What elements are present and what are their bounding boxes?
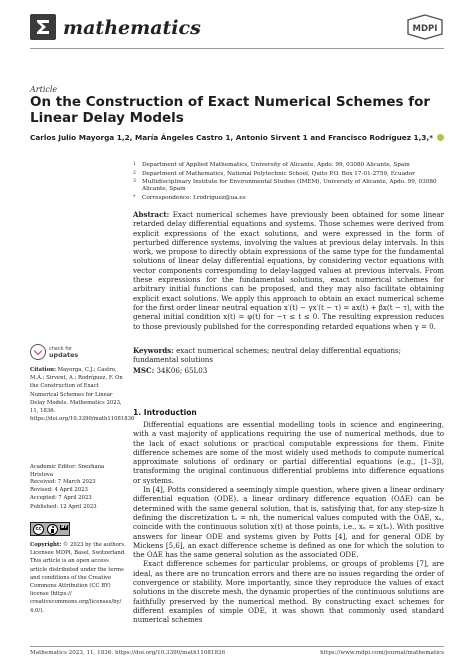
footer-journal-url[interactable]: https://www.mdpi.com/journal/mathematics	[320, 650, 444, 656]
paragraph: In [4], Potts considered a seemingly simple question, where given a linear ordinary differential equation (ODE), a linear ordinary difference equation (OΔE) can be determined with the same general solution, that is, satisfying that, for any step-size h defining the discretization tₙ = nh, the numerical values computed with the OΔE, xₙ, coincide with the continuous solution x(t) at those points, i.e., xₙ = x(tₙ). With positive answers for linear ODE and systems given by Potts [4], and for general ODE by Mickens [5,6], an exact difference scheme is defined as one for which the solution to the OΔE has the same general solution as the associated ODE.	[133, 485, 444, 560]
mdpi-logo-icon[interactable]	[406, 14, 444, 40]
msc-text: 34K06; 65L03	[156, 366, 208, 375]
affiliation-item: 1 Department of Applied Mathematics, University of Alicante, Apdo. 99, 03080 Alicante, Spain	[133, 162, 410, 168]
copyright-label: Copyright:	[30, 542, 62, 548]
affiliation-item: 2 Department of Mathematics, National Polytechnic School, Quito P.O. Box 17-01-2759, Ecuador	[133, 170, 415, 177]
msc-codes	[133, 366, 444, 375]
keywords-label: Keywords:	[133, 346, 174, 355]
citation-text: Mayorga, C.J.; Castro, M.Á.; Sirvent, A.; Rodríguez, F. On the Construction of Exact Numerical Schemes for Linear Delay Models. Mathematics 2023, 11, 1836. https://doi.org/10.3390/math11081836	[30, 367, 135, 423]
orcid-icon[interactable]	[437, 134, 444, 141]
date-revised: Revised: 4 April 2023	[30, 487, 88, 494]
paragraph: Differential equations are essential modelling tools in science and engineering, with a vast majority of applications requiring the use of numerical methods, due to the lack of exact solutions or practical computable expressions for them. Finite difference schemes are some of the most widely used methods to compute numerical approximate solutions of ordinary or partial differential equations (e.g., [1–3]), transforming the original continuous differential problems into difference equations or systems.	[133, 420, 444, 485]
footer-rule	[30, 646, 444, 647]
by-label: BY	[61, 525, 68, 530]
author-list	[30, 133, 444, 142]
section-heading: 1. Introduction	[133, 408, 197, 417]
date-accepted: Accepted: 7 April 2023	[30, 495, 92, 502]
article-type: Article	[30, 85, 58, 94]
abstract-label: Abstract:	[133, 210, 170, 219]
correspondence[interactable]: * Correspondence: f.rodriguez@ua.es	[133, 194, 246, 201]
academic-editor: Academic Editor: Snezhana Hristova	[30, 464, 105, 479]
affiliations	[133, 162, 444, 203]
abstract-text: Exact numerical schemes have previously been obtained for some linear retarded delay differential equations and systems. Those schemes were derived from explicit expressions of the exact solutions, and were expressed in the form of perturbed difference systems, involving the values at previous delay intervals. In this work, we propose to directly obtain expressions of the same type for the fundamental solutions of linear delay differential equations, by considering vector equations with vector components corresponding to delay-lagged values at previous intervals. From these expressions for the fundamental solutions, exact numerical schemes for arbitrary initial functions can be proposed, and they may also facilitate obtaining explicit exact solutions. We apply this approach to obtain an exact numerical scheme for the first order linear neutral equation x′(t) − γx′(t − τ) = ax(t) + βx(t − τ), with the general initial condition x(t) = φ(t) for −τ ≤ t ≤ 0. The resulting expression reduces to those previously published for the corresponding retarded equations when γ = 0.	[133, 210, 444, 331]
attribution-icon	[47, 524, 58, 535]
abstract	[133, 210, 444, 331]
citation-block	[30, 366, 135, 423]
keywords	[133, 346, 444, 365]
affiliation-item: 3 Multidisciplinary Institute for Environmental Studies (IMEM), University of Alicante, Apdo. 99, 03080 Alicante, Spain	[133, 179, 437, 193]
publication-dates	[30, 478, 126, 511]
introduction-body	[133, 420, 444, 625]
cc-icon: cc	[33, 524, 44, 535]
copyright-notice	[30, 541, 126, 615]
msc-label: MSC:	[133, 366, 155, 375]
copyright-text: © 2023 by the authors. Licensee MDPI, Basel, Switzerland. This article is an open access article distributed under the terms and conditions of the Creative Commons Attribution (CC BY) license (https:// creativecommons.org/licenses/by/ 4.0/).	[30, 542, 126, 614]
date-received: Received: 7 March 2023	[30, 479, 96, 485]
journal-name: mathematics	[63, 17, 201, 39]
date-published: Published: 12 April 2023	[30, 503, 97, 510]
journal-logo-icon	[30, 14, 56, 40]
paper-title: On the Construction of Exact Numerical Schemes for Linear Delay Models	[30, 94, 431, 126]
publisher-name: MDPI	[412, 24, 438, 34]
journal-header	[30, 10, 444, 44]
check-for-updates-button[interactable]: check for updates	[30, 344, 90, 364]
citation-label: Citation:	[30, 367, 56, 373]
author-names: Carlos Julio Mayorga 1,2, María Ángeles Castro 1, Antonio Sirvent 1 and Francisco Rodríguez 1,3,*	[30, 133, 434, 142]
cc-by-license-icon[interactable]	[30, 522, 70, 536]
keywords-text: exact numerical schemes; neutral delay differential equations; fundamental solutions	[133, 346, 402, 365]
check-updates-icon	[30, 344, 46, 360]
footer-citation[interactable]: Mathematics 2023, 11, 1836. https://doi.org/10.3390/math11081836	[30, 650, 226, 656]
header-rule	[30, 48, 444, 49]
paragraph: Exact difference schemes for particular problems, or groups of problems [7], are ideal, as there are no truncation errors and there are no issues regarding the order of convergence or stability. More importantly, since they reproduce the values of exact solutions in the discrete mesh, the dynamic properties of the continuous solutions are faithfully preserved by the numerical method. By constructing exact schemes for different examples of simple ODE, it was shown that commonly used standard numerical schemes	[133, 559, 444, 625]
